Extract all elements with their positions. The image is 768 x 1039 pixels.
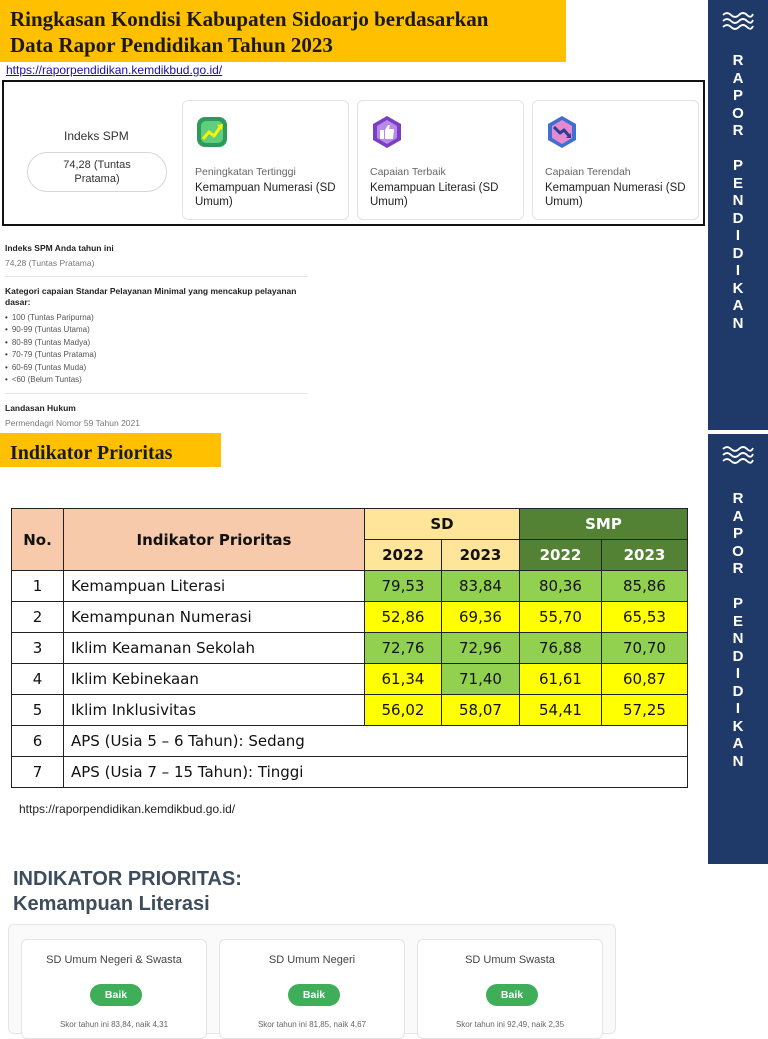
- card-value: Kemampuan Literasi (SD Umum): [370, 182, 499, 208]
- row-name: Kemampuan Literasi: [64, 571, 365, 602]
- status-badge: Baik: [486, 984, 538, 1006]
- table-row: [12, 695, 688, 726]
- category-title-line-1: Kategori capaian Standar Pelayanan Minimal yang mencakup pelayanan: [5, 286, 297, 296]
- header-sd-2022: 2022: [365, 540, 442, 571]
- value-cell: 71,40: [442, 664, 520, 695]
- card-label: Capaian Terbaik: [370, 166, 446, 178]
- legal-value: Permendagri Nomor 59 Tahun 2021: [5, 418, 140, 428]
- header-smp: SMP: [520, 509, 688, 540]
- category-item: • 100 (Tuntas Paripurna): [5, 312, 96, 324]
- header-sd: SD: [365, 509, 520, 540]
- literasi-title-line-2: Kemampuan Literasi: [13, 893, 210, 915]
- value-cell: 60,87: [602, 664, 688, 695]
- literasi-card-swasta[interactable]: [417, 939, 603, 1039]
- row-name: Iklim Kebinekaan: [64, 664, 365, 695]
- table-row: [12, 664, 688, 695]
- status-badge: Baik: [90, 984, 142, 1006]
- source-link-bottom: https://raporpendidikan.kemdikbud.go.id/: [19, 802, 236, 816]
- row-no: 7: [12, 757, 64, 788]
- value-cell: 56,02: [365, 695, 442, 726]
- value-cell: 61,61: [520, 664, 602, 695]
- row-no: 4: [12, 664, 64, 695]
- indikator-heading: Indikator Prioritas: [0, 433, 221, 467]
- row-name: Kemampunan Numerasi: [64, 602, 365, 633]
- wave-icon: [722, 444, 754, 466]
- value-cell: 65,53: [602, 602, 688, 633]
- sidebar-rapor-pendidikan-top: [708, 0, 768, 430]
- vertical-title: [708, 52, 768, 332]
- literasi-card-negeri[interactable]: [219, 939, 405, 1039]
- table-row: [12, 571, 688, 602]
- letter: K: [732, 279, 744, 297]
- value-cell: 72,96: [442, 633, 520, 664]
- letter: N: [732, 314, 744, 332]
- category-item: • <60 (Belum Tuntas): [5, 374, 96, 386]
- letter: K: [732, 717, 744, 735]
- row-no: 5: [12, 695, 64, 726]
- row-no: 1: [12, 571, 64, 602]
- letter: P: [732, 595, 743, 612]
- header-smp-2022: 2022: [520, 540, 602, 571]
- spm-year-title: Indeks SPM Anda tahun ini: [5, 243, 114, 253]
- letter: D: [732, 647, 744, 665]
- row-name: Iklim Keamanan Sekolah: [64, 633, 365, 664]
- card-peningkatan-tertinggi[interactable]: [182, 100, 349, 220]
- letter: R: [732, 560, 744, 577]
- card-label: Peningkatan Tertinggi: [195, 166, 296, 178]
- trend-up-icon: [195, 115, 229, 149]
- header-indikator: Indikator Prioritas: [64, 509, 365, 571]
- header-sd-2023: 2023: [442, 540, 520, 571]
- letter: E: [732, 174, 743, 192]
- card-label: Capaian Terendah: [545, 166, 631, 178]
- letter: I: [735, 700, 741, 717]
- literasi-panel: [8, 924, 616, 1034]
- value-cell: 69,36: [442, 602, 520, 633]
- row-name: Iklim Inklusivitas: [64, 695, 365, 726]
- row-name: APS (Usia 5 – 6 Tahun): Sedang: [64, 726, 688, 757]
- category-item: • 60-69 (Tuntas Muda): [5, 362, 96, 374]
- value-cell: 76,88: [520, 633, 602, 664]
- literasi-card-negeri-swasta[interactable]: [21, 939, 207, 1039]
- spacer: [708, 578, 768, 596]
- letter: P: [732, 525, 743, 542]
- letter: P: [732, 87, 743, 104]
- spm-index: [24, 82, 174, 224]
- value-cell: 79,53: [365, 571, 442, 602]
- title-banner: [0, 0, 566, 62]
- value-cell: 85,86: [602, 571, 688, 602]
- spm-value-line-2: Pratama): [74, 173, 120, 185]
- letter: N: [732, 192, 744, 209]
- spacer: [708, 140, 768, 158]
- letter: P: [732, 157, 743, 174]
- value-cell: 58,07: [442, 695, 520, 726]
- card-capaian-terbaik[interactable]: [357, 100, 524, 220]
- letter: I: [735, 227, 741, 244]
- spm-year-value: 74,28 (Tuntas Pratama): [5, 258, 95, 268]
- trend-down-icon: [545, 115, 579, 149]
- title-line-2: Data Rapor Pendidikan Tahun 2023: [10, 33, 333, 57]
- value-cell: 83,84: [442, 571, 520, 602]
- category-item: • 70-79 (Tuntas Pratama): [5, 349, 96, 361]
- literasi-title-line-1: INDIKATOR PRIORITAS:: [13, 868, 242, 890]
- spm-value-line-1: 74,28 (Tuntas: [63, 159, 131, 171]
- card-title: SD Umum Negeri: [268, 954, 356, 966]
- legal-title: Landasan Hukum: [5, 403, 76, 413]
- value-cell: 57,25: [602, 695, 688, 726]
- row-no: 2: [12, 602, 64, 633]
- category-list: [5, 312, 96, 386]
- letter: O: [732, 542, 744, 560]
- table-row: [12, 757, 688, 788]
- title-line-1: Ringkasan Kondisi Kabupaten Sidoarjo berdasarkan: [10, 7, 489, 31]
- table-row: [12, 726, 688, 757]
- category-item: • 80-89 (Tuntas Madya): [5, 337, 96, 349]
- wave-icon: [722, 10, 754, 32]
- row-name: APS (Usia 7 – 15 Tahun): Tinggi: [64, 757, 688, 788]
- value-cell: 70,70: [602, 633, 688, 664]
- letter: R: [732, 122, 744, 139]
- header-smp-2023: 2023: [602, 540, 688, 571]
- letter: A: [732, 735, 744, 752]
- value-cell: 52,86: [365, 602, 442, 633]
- value-cell: 80,36: [520, 571, 602, 602]
- letter: I: [735, 262, 741, 279]
- letter: D: [732, 682, 744, 700]
- header-no: No.: [12, 509, 64, 571]
- value-cell: 54,41: [520, 695, 602, 726]
- spm-summary-box: [2, 80, 705, 226]
- card-score: Skor tahun ini 81,85, naik 4,67: [257, 1020, 367, 1029]
- card-value: Kemampuan Numerasi (SD Umum): [545, 182, 686, 208]
- spm-value-pill: [27, 152, 167, 192]
- letter: R: [732, 490, 744, 507]
- letter: N: [732, 752, 744, 770]
- card-title: SD Umum Negeri & Swasta: [46, 954, 182, 966]
- spm-label: Indeks SPM: [64, 129, 129, 143]
- value-cell: 61,34: [365, 664, 442, 695]
- card-capaian-terendah[interactable]: [532, 100, 699, 220]
- value-cell: 72,76: [365, 633, 442, 664]
- sidebar-rapor-pendidikan-bottom: [708, 434, 768, 864]
- indikator-table: [11, 508, 688, 788]
- row-no: 3: [12, 633, 64, 664]
- category-item: • 90-99 (Tuntas Utama): [5, 324, 96, 336]
- card-score: Skor tahun ini 92,49, naik 2,35: [455, 1020, 565, 1029]
- status-badge: Baik: [288, 984, 340, 1006]
- table-row: [12, 602, 688, 633]
- vertical-title: [708, 490, 768, 770]
- letter: D: [732, 244, 744, 262]
- letter: N: [732, 630, 744, 647]
- card-value: Kemampuan Numerasi (SD Umum): [195, 182, 336, 208]
- letter: A: [732, 297, 744, 314]
- letter: E: [732, 612, 743, 630]
- source-link-top[interactable]: https://raporpendidikan.kemdikbud.go.id/: [6, 63, 223, 77]
- category-title-line-2: dasar:: [5, 297, 31, 307]
- value-cell: 55,70: [520, 602, 602, 633]
- thumbs-up-icon: [370, 115, 404, 149]
- letter: I: [735, 665, 741, 682]
- row-no: 6: [12, 726, 64, 757]
- letter: A: [732, 507, 744, 525]
- card-score: Skor tahun ini 83,84, naik 4,31: [59, 1020, 169, 1029]
- divider: [5, 276, 308, 277]
- divider: [5, 393, 308, 394]
- letter: R: [732, 52, 744, 69]
- card-title: SD Umum Swasta: [465, 954, 555, 966]
- letter: O: [732, 104, 744, 122]
- letter: D: [732, 209, 744, 227]
- table-row: [12, 633, 688, 664]
- letter: A: [732, 69, 744, 87]
